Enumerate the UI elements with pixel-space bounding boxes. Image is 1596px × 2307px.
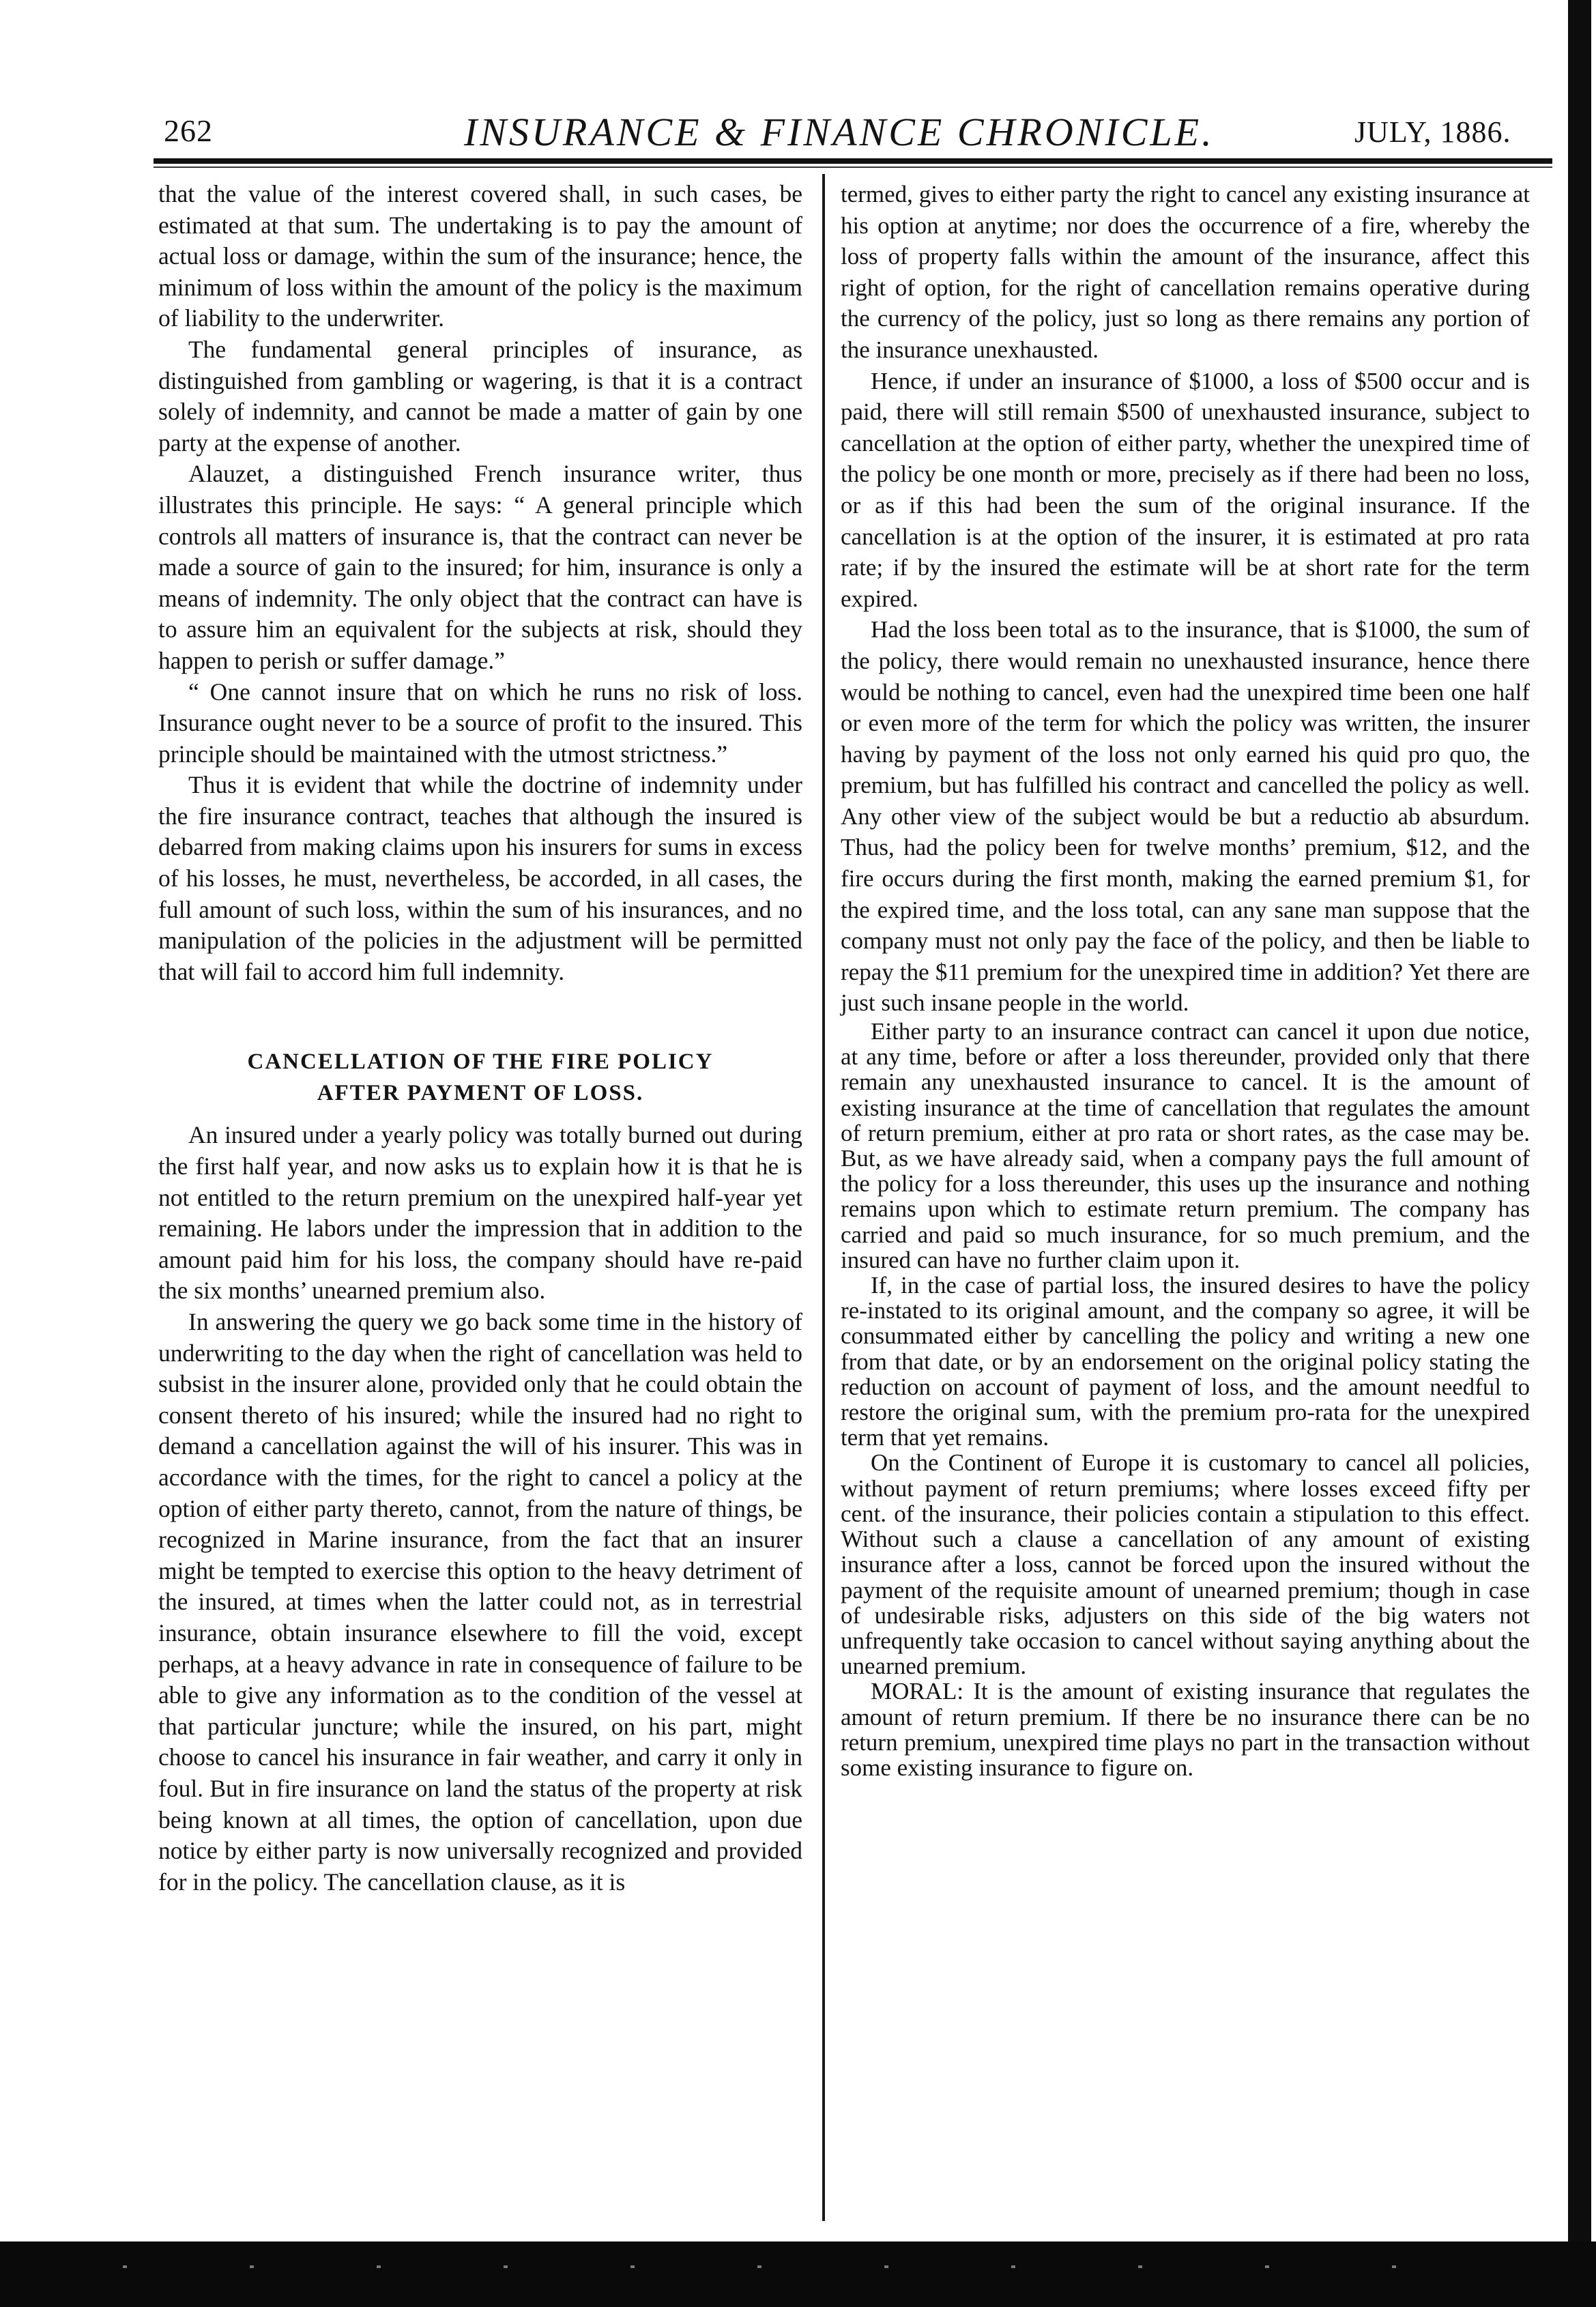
left-column xyxy=(158,179,802,1898)
paragraph: termed, gives to either party the right to cancel any existing insurance at his option at anytime; nor does the occurrence of a fire, whereby the loss of property falls within the amount of the insurance, affect this right of option, for the right of cancellation remains operative during the currency of the policy, just so long as there remains any portion of the insurance unexhausted. xyxy=(841,181,1530,363)
paragraph: Hence, if under an insurance of $1000, a loss of $500 occur and is paid, there will still remain $500 of unexhausted insurance, subject to cancellation at the option of either party, whether the unexpired time of the policy be one month or more, precisely as if there had been no loss, or as if this had been the sum of the original insurance. If the cancellation is at the option of the insurer, it is estimated at pro rata rate; if by the insured the estimate will be at short rate for the term expired. xyxy=(841,367,1530,612)
paragraph: The fundamental general principles of insurance, as distinguished from gambling or wagering, is that it is a contract solely of indemnity, and cannot be made a matter of gain by one party at the expense of another. xyxy=(158,335,802,456)
paragraph: Alauzet, a distinguished French insurance writer, thus illustrates this principle. He says: “ A general principle which controls all matters of insurance is, that the contract can never be made a source of gain to the insured; for him, insurance is only a means of indemnity. The only object that the contract can have is to assure him an equivalent for the subjects at risk, should they happen to perish or suffer damage.” xyxy=(158,460,802,674)
section-heading-line: CANCELLATION OF THE FIRE POLICY xyxy=(247,1049,714,1075)
paragraph: “ One cannot insure that on which he runs no risk of loss. Insurance ought never to be a source of profit to the insured. This principle should be maintained with the utmost strictness.” xyxy=(158,678,802,768)
issue-date: JULY, 1886. xyxy=(1354,115,1511,149)
scan-bottom-edge xyxy=(0,2241,1596,2307)
scan-bottom-specks xyxy=(0,2265,1501,2268)
scan-edge-shadow xyxy=(1568,0,1591,2307)
paragraph: Had the loss been total as to the insurance, that is $1000, the sum of the policy, there would remain no unexhausted insurance, hence there would be nothing to cancel, even had the unexpired time been one half or even more of the term for which the policy was written, the insurer having by payment of the loss not only earned his quid pro quo, the premium, but has fulfilled his contract and cancelled the policy as well. Any other view of the subject would be but a reductio ab absurdum. Thus, had the policy been for twelve months’ premium, $12, and the fire occurs during the first month, making the earned premium $1, for the expired time, and the loss total, can any sane man suppose that the company must not only pay the face of the policy, and then be liable to repay the $11 premium for the unexpired time in addition? Yet there are just such insane people in the world. xyxy=(841,616,1530,1017)
paragraph: An insured under a yearly policy was totally burned out during the first half year, and now asks us to explain how it is that he is not entitled to the return premium on the unexpired half-year yet remaining. He labors under the impression that in addition to the amount paid him for his loss, the company should have re-paid the six months’ unearned premium also. xyxy=(158,1121,802,1305)
paragraph: MORAL: It is the amount of existing insurance that regulates the amount of return premium. If there be no insurance there can be no return premium, unexpired time plays no part in the transaction without some existing insurance to figure on. xyxy=(841,1678,1530,1781)
paragraph: Thus it is evident that while the doctrine of indemnity under the fire insurance contract, teaches that although the insured is debarred from making claims upon his insurers for sums in excess of his losses, he must, nevertheless, be accorded, in all cases, the full amount of such loss, within the sum of his insurances, and no manipulation of the policies in the adjustment will be permitted that will fail to accord him full indemnity. xyxy=(158,771,802,985)
header-rule-thin xyxy=(154,166,1552,168)
right-column xyxy=(841,179,1530,1780)
section-spacer xyxy=(158,987,802,1046)
page-number: 262 xyxy=(164,113,213,148)
paragraph: In answering the query we go back some time in the history of underwriting to the day when the right of cancellation was held to subsist in the insurer alone, provided only that he could obtain the consent thereto of his insured; while the insured had no right to demand a cancellation against the will of his insurer. This was in accordance with the times, for the right to cancel a policy at the option of either party thereto, cannot, from the nature of things, be recognized in Marine insurance, from the fact that an insurer might be tempted to exercise this option to the heavy detriment of the insured, at times when the latter could not, as in terrestrial insurance, obtain insurance elsewhere to fill the void, except perhaps, at a heavy advance in rate in consequence of failure to be able to give any information as to the condition of the vessel at that particular juncture; while the insured, on his part, might choose to cancel his insurance in fair weather, and carry it only in foul. But in fire insurance on land the status of the property at risk being known at all times, the option of cancellation, upon due notice by either party is now universally recognized and provided for in the policy. The cancellation clause, as it is xyxy=(158,1308,802,1896)
paragraph: that the value of the interest covered shall, in such cases, be estimated at that sum. The undertaking is to pay the amount of actual loss or damage, within the sum of the insurance; hence, the minimum of loss within the amount of the policy is the maximum of liability to the underwriter. xyxy=(158,180,802,332)
paragraph: On the Continent of Europe it is customary to cancel all policies, without payment of return premiums; where losses exceed fifty per cent. of the insurance, their policies contain a stipulation to this effect. Without such a clause a cancellation of any amount of existing insurance after a loss, cannot be forced upon the insured without the payment of the requisite amount of unearned premium; though in case of undesirable risks, adjusters on this side of the big waters not unfrequently take occasion to cancel without saying anything about the unearned premium. xyxy=(841,1449,1530,1680)
section-heading-line: AFTER PAYMENT OF LOSS. xyxy=(317,1081,644,1106)
paragraph: If, in the case of partial loss, the insured desires to have the policy re-instated to its original amount, and the company so agree, it will be consummated either by cancelling the policy and writing a new one from that date, or by an endorsement on the original policy stating the reduction on account of payment of loss, and the amount needful to restore the original sum, with the premium pro-rata for the unexpired term that yet remains. xyxy=(841,1272,1530,1451)
paragraph: Either party to an insurance contract can cancel it upon due notice, at any time, before or after a loss thereunder, provided only that there remain any unexhausted insurance to cancel. It is the amount of existing insurance at the time of cancellation that regulates the amount of return premium, either at pro rata or short rates, as the case may be. But, as we have already said, when a company pays the full amount of the policy for a loss thereunder, this uses up the insurance and nothing remains upon which to estimate return premium. The company has carried and paid so much insurance, for so much premium, and the insured can have no further claim upon it. xyxy=(841,1018,1530,1273)
header-rule xyxy=(154,158,1552,164)
column-divider xyxy=(822,174,825,2221)
publication-title: INSURANCE & FINANCE CHRONICLE. xyxy=(464,110,1215,154)
section-heading xyxy=(158,1046,802,1109)
